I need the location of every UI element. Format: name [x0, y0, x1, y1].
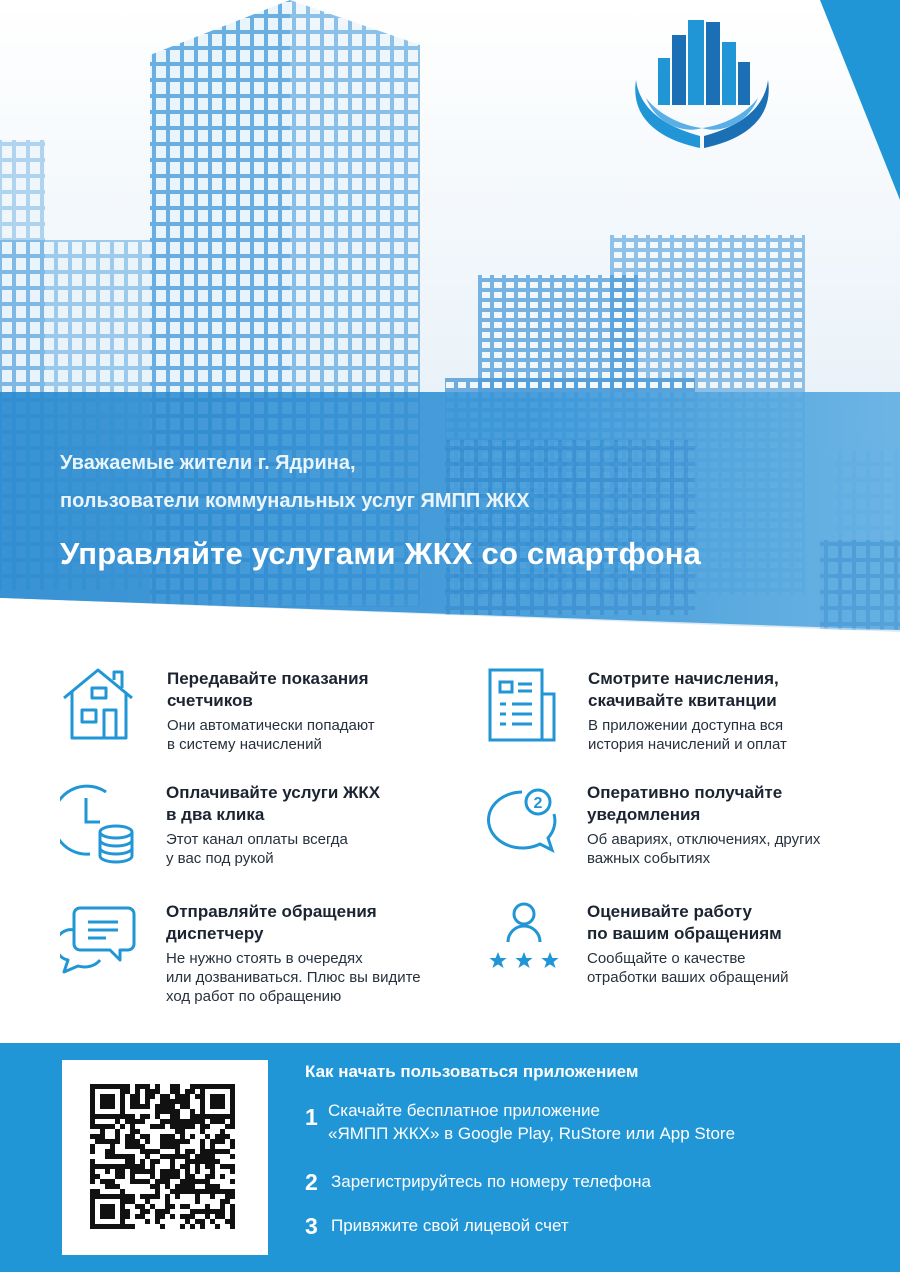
feature-desc: Сообщайте о качестве отработки ваших обращений	[587, 950, 789, 986]
chat-bubbles-icon	[60, 900, 140, 980]
feature-requests	[166, 901, 466, 1006]
feature-title: Передавайте показания счетчиков	[167, 669, 369, 710]
clock-coins-icon	[60, 784, 140, 864]
notification-bubble-icon	[484, 784, 564, 864]
feature-payment	[166, 782, 466, 868]
step-number: 2	[305, 1169, 318, 1195]
document-icon	[484, 664, 564, 744]
feature-charges	[588, 668, 888, 754]
step-number: 1	[305, 1104, 318, 1130]
feature-desc: Они автоматически попадают в систему начислений	[167, 717, 375, 753]
qr-code-icon[interactable]	[62, 1060, 268, 1255]
user-rating-icon	[484, 898, 564, 978]
house-icon	[60, 664, 140, 744]
feature-title: Оперативно получайте уведомления	[587, 783, 783, 824]
feature-desc: В приложении доступна вся история начислений и оплат	[588, 717, 787, 753]
greeting-line-2: пользователи коммунальных услуг ЯМПП ЖКХ	[60, 490, 530, 512]
feature-desc: Об авариях, отключениях, других важных событиях	[587, 831, 821, 867]
feature-title: Оплачивайте услуги ЖКХ в два клика	[166, 783, 381, 824]
feature-title: Отправляйте обращения диспетчеру	[166, 902, 377, 943]
feature-notifications	[587, 782, 887, 868]
step-text: Зарегистрируйтесь по номеру телефона	[331, 1172, 651, 1191]
howto-title: Как начать пользоваться приложением	[305, 1062, 639, 1081]
page-title: Управляйте услугами ЖКХ со смартфона	[60, 536, 702, 571]
step-text: Скачайте бесплатное приложение «ЯМПП ЖКХ» в Google Play, RuStore или App Store	[328, 1101, 736, 1143]
feature-desc: Не нужно стоять в очередях или дозваниваться. Плюс вы видите ход работ по обращению	[166, 950, 421, 1005]
feature-meters	[167, 668, 467, 754]
step-text: Привяжите свой лицевой счет	[331, 1216, 569, 1235]
greeting-line-1: Уважаемые жители г. Ядрина,	[60, 452, 356, 474]
feature-title: Оценивайте работу по вашим обращениям	[587, 902, 782, 943]
feature-rating	[587, 901, 887, 987]
badge-count: 2	[533, 795, 543, 812]
feature-desc: Этот канал оплаты всегда у вас под рукой	[166, 831, 348, 867]
qr-code-box[interactable]	[62, 1060, 268, 1255]
step-number: 3	[305, 1213, 318, 1239]
feature-title: Смотрите начисления, скачивайте квитанции	[588, 669, 779, 710]
